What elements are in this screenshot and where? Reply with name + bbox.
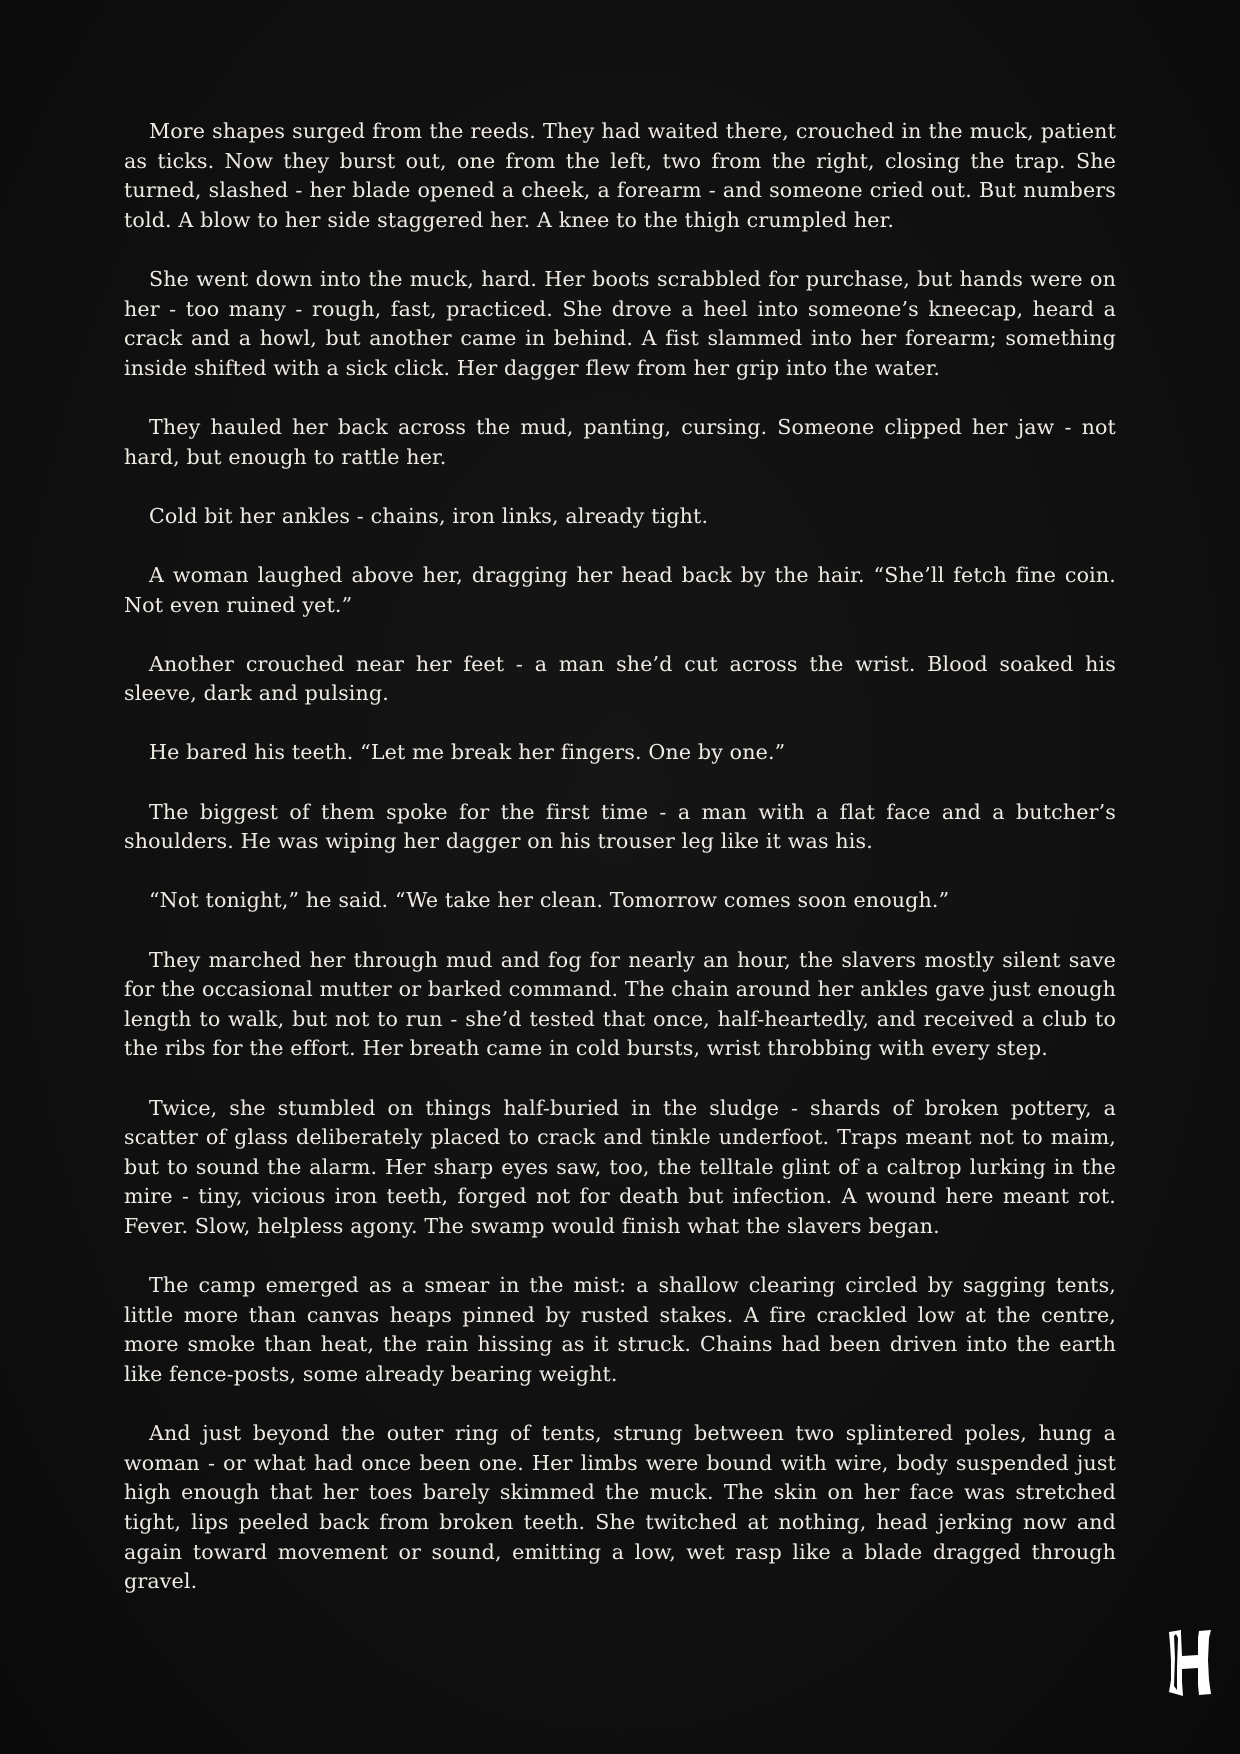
paragraph-1: More shapes surged from the reeds. They had waited there, crouched in the muck, patient as ticks. Now they burst out, one from the left, two from the right, closing the trap. She turned, slashed - her blade opened a cheek, a forearm - and someone cried out. But numbers told. A blow to her side staggered her. A knee to the thigh crumpled her.	[124, 119, 1116, 232]
paragraph-6: Another crouched near her feet - a man she’d cut across the wrist. Blood soaked his sleeve, dark and pulsing.	[124, 651, 1116, 706]
paragraph-5: A woman laughed above her, dragging her head back by the hair. “She’ll fetch fine coin. Not even ruined yet.”	[124, 562, 1116, 617]
paragraph-12: The camp emerged as a smear in the mist: a shallow clearing circled by sagging tents, little more than canvas heaps pinned by rusted stakes. A fire crackled low at the centre, more smoke than heat, the rain hissing as it struck. Chains had been driven into the earth like fence-posts, some already bearing weight.	[124, 1273, 1116, 1386]
paragraph-9: “Not tonight,” he said. “We take her clean. Tomorrow comes soon enough.”	[149, 888, 950, 913]
story-text	[124, 117, 1116, 1626]
paragraph-10: They marched her through mud and fog for nearly an hour, the slavers mostly silent save for the occasional mutter or barked command. The chain around her ankles gave just enough length to walk, but not to run - she’d tested that once, half-heartedly, and received a club to the ribs for the effort. Her breath came in cold bursts, wrist throbbing with every step.	[124, 947, 1116, 1061]
publisher-h-logo-icon	[1167, 1630, 1213, 1696]
paragraph-11: Twice, she stumbled on things half-buried in the sludge - shards of broken pottery, a scatter of glass deliberately placed to crack and tinkle underfoot. Traps meant not to maim, but to sound the alarm. Her sharp eyes saw, too, the telltale glint of a caltrop lurking in the mire - tiny, vicious iron teeth, forged not for death but infection. A wound here meant rot. Fever. Slow, helpless agony. The swamp would finish what the slavers began.	[124, 1095, 1116, 1238]
paragraph-3: They hauled her back across the mud, panting, cursing. Someone clipped her jaw - not hard, but enough to rattle her.	[124, 414, 1116, 469]
paragraph-13: And just beyond the outer ring of tents, strung between two splintered poles, hung a woman - or what had once been one. Her limbs were bound with wire, body suspended just high enough that her toes barely skimmed the muck. The skin on her face was stretched tight, lips peeled back from broken teeth. She twitched at nothing, head jerking now and again toward movement or sound, emitting a low, wet rasp like a blade dragged through gravel.	[124, 1421, 1116, 1594]
paragraph-2: She went down into the muck, hard. Her boots scrabbled for purchase, but hands were on her - too many - rough, fast, practiced. She drove a heel into someone’s kneecap, heard a crack and a howl, but another came in behind. A fist slammed into her forearm; something inside shifted with a sick click. Her dagger flew from her grip into the water.	[124, 266, 1116, 380]
paragraph-8: The biggest of them spoke for the first time - a man with a flat face and a butcher’s shoulders. He was wiping her dagger on his trouser leg like it was his.	[124, 799, 1116, 854]
paragraph-4: Cold bit her ankles - chains, iron links, already tight.	[149, 503, 709, 528]
paragraph-7: He bared his teeth. “Let me break her fingers. One by one.”	[149, 740, 786, 765]
